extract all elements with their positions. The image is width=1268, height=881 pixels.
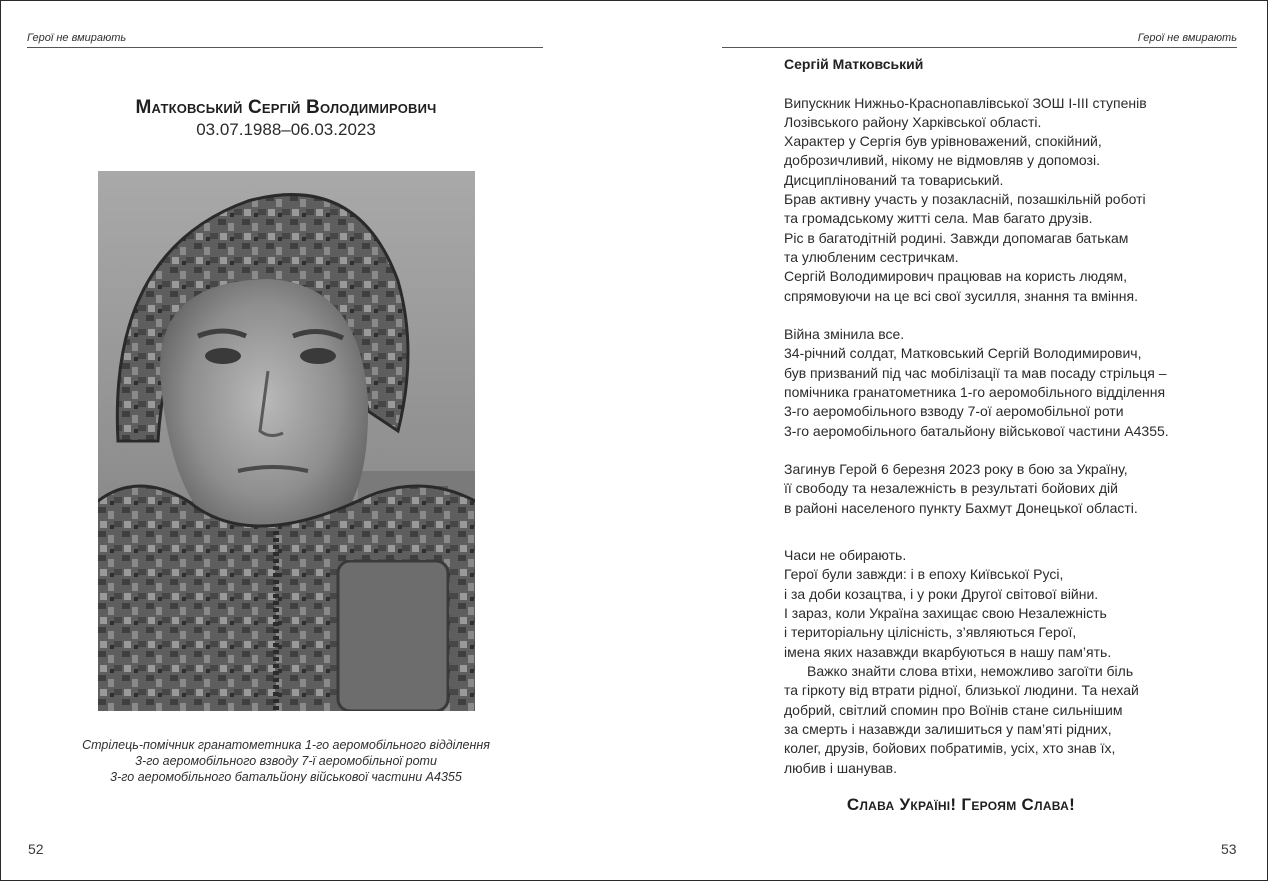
bio-title: Сергій Матковський: [784, 56, 924, 72]
right-running-head: Герої не вмирають: [1137, 32, 1237, 44]
bio-line: та гіркоту від втрати рідної, близької людини. Та нехай: [784, 682, 1139, 698]
photo-caption: [31, 737, 541, 785]
glory-slogan: Слава Україні! Героям Слава!: [846, 795, 1076, 814]
bio-line: Загинув Герой 6 березня 2023 року в бою за Україну,: [784, 461, 1128, 477]
bio-line: імена яких назавжди вкарбуються в нашу пам’ять.: [784, 644, 1112, 660]
left-header-rule: [27, 47, 543, 48]
portrait-illustration: [98, 171, 475, 711]
bio-line: і територіальну цілісність, з’являються Герої,: [784, 624, 1077, 640]
bio-line: був призваний під час мобілізації та мав посаду стрільця –: [784, 365, 1167, 381]
bio-line: Війна змінила все.: [784, 326, 905, 342]
bio-line: І зараз, коли Україна захищає свою Незалежність: [784, 605, 1107, 621]
bio-line: Ріс в багатодітній родині. Завжди допомагав батькам: [784, 230, 1129, 246]
bio-line: Випускник Нижньо-Краснопавлівської ЗОШ І-ІІІ ступенів: [784, 95, 1147, 111]
bio-line: Брав активну участь у позакласній, позашкільній роботі: [784, 191, 1146, 207]
bio-line: та громадському житті села. Мав багато друзів.: [784, 210, 1093, 226]
bio-line: та улюбленим сестричкам.: [784, 249, 959, 265]
bio-line: Лозівського району Харківської області.: [784, 114, 1042, 130]
bio-line: добрий, світлий спомин про Воїнів стане сильнішим: [784, 702, 1123, 718]
right-page: [641, 1, 1267, 880]
left-page-number: 52: [28, 841, 44, 857]
hero-name: Матковський Сергій Володимирович: [135, 97, 437, 118]
soldier-portrait-photo: [98, 171, 475, 711]
bio-line: в районі населеного пункту Бахмут Донецької області.: [784, 500, 1138, 516]
bio-line: Сергій Володимирович працював на користь людям,: [784, 268, 1128, 284]
bio-line: і за доби козацтва, і у роки Другої світової війни.: [784, 586, 1099, 602]
bio-line: 34-річний солдат, Матковський Сергій Володимирович,: [784, 345, 1142, 361]
bio-line: Герої були завжди: і в епоху Київської Русі,: [784, 566, 1064, 582]
caption-line: 3-го аеромобільного взводу 7-ї аеромобільної роти: [135, 754, 437, 768]
bio-line: Часи не обирають.: [784, 547, 907, 563]
life-dates: 03.07.1988–06.03.2023: [196, 120, 376, 139]
bio-line: 3-го аеромобільного взводу 7-ої аеромобільної роти: [784, 403, 1124, 419]
bio-line: за смерть і назавжди залишиться у пам’яті рідних,: [784, 721, 1112, 737]
bio-line: любив і шанував.: [784, 760, 897, 776]
right-header-rule: [722, 47, 1237, 48]
bio-line: доброзичливий, нікому не відмовляв у допомозі.: [784, 152, 1100, 168]
bio-line: Дисциплінований та товариський.: [784, 172, 1004, 188]
bio-line: її свободу та незалежність в результаті бойових дій: [784, 480, 1118, 496]
bio-line: спрямовуючи на це всі свої зусилля, знання та вміння.: [784, 288, 1138, 304]
bio-line: Важко знайти слова втіхи, неможливо загоїти біль: [807, 663, 1134, 679]
left-running-head: Герої не вмирають: [27, 32, 127, 44]
bio-line: 3-го аеромобільного батальйону військової частини А4355.: [784, 423, 1169, 439]
left-page: [1, 1, 601, 880]
bio-line: помічника гранатометника 1-го аеромобільного відділення: [784, 384, 1166, 400]
caption-line: Стрілець-помічник гранатометника 1-го аеромобільного відділення: [82, 738, 490, 752]
caption-line: 3-го аеромобільного батальйону військової частини А4355: [110, 770, 462, 784]
bio-line: колег, друзів, бойових побратимів, усіх, хто знав їх,: [784, 740, 1116, 756]
bio-line: Характер у Сергія був урівноважений, спокійний,: [784, 133, 1102, 149]
right-page-number: 53: [1221, 841, 1237, 857]
